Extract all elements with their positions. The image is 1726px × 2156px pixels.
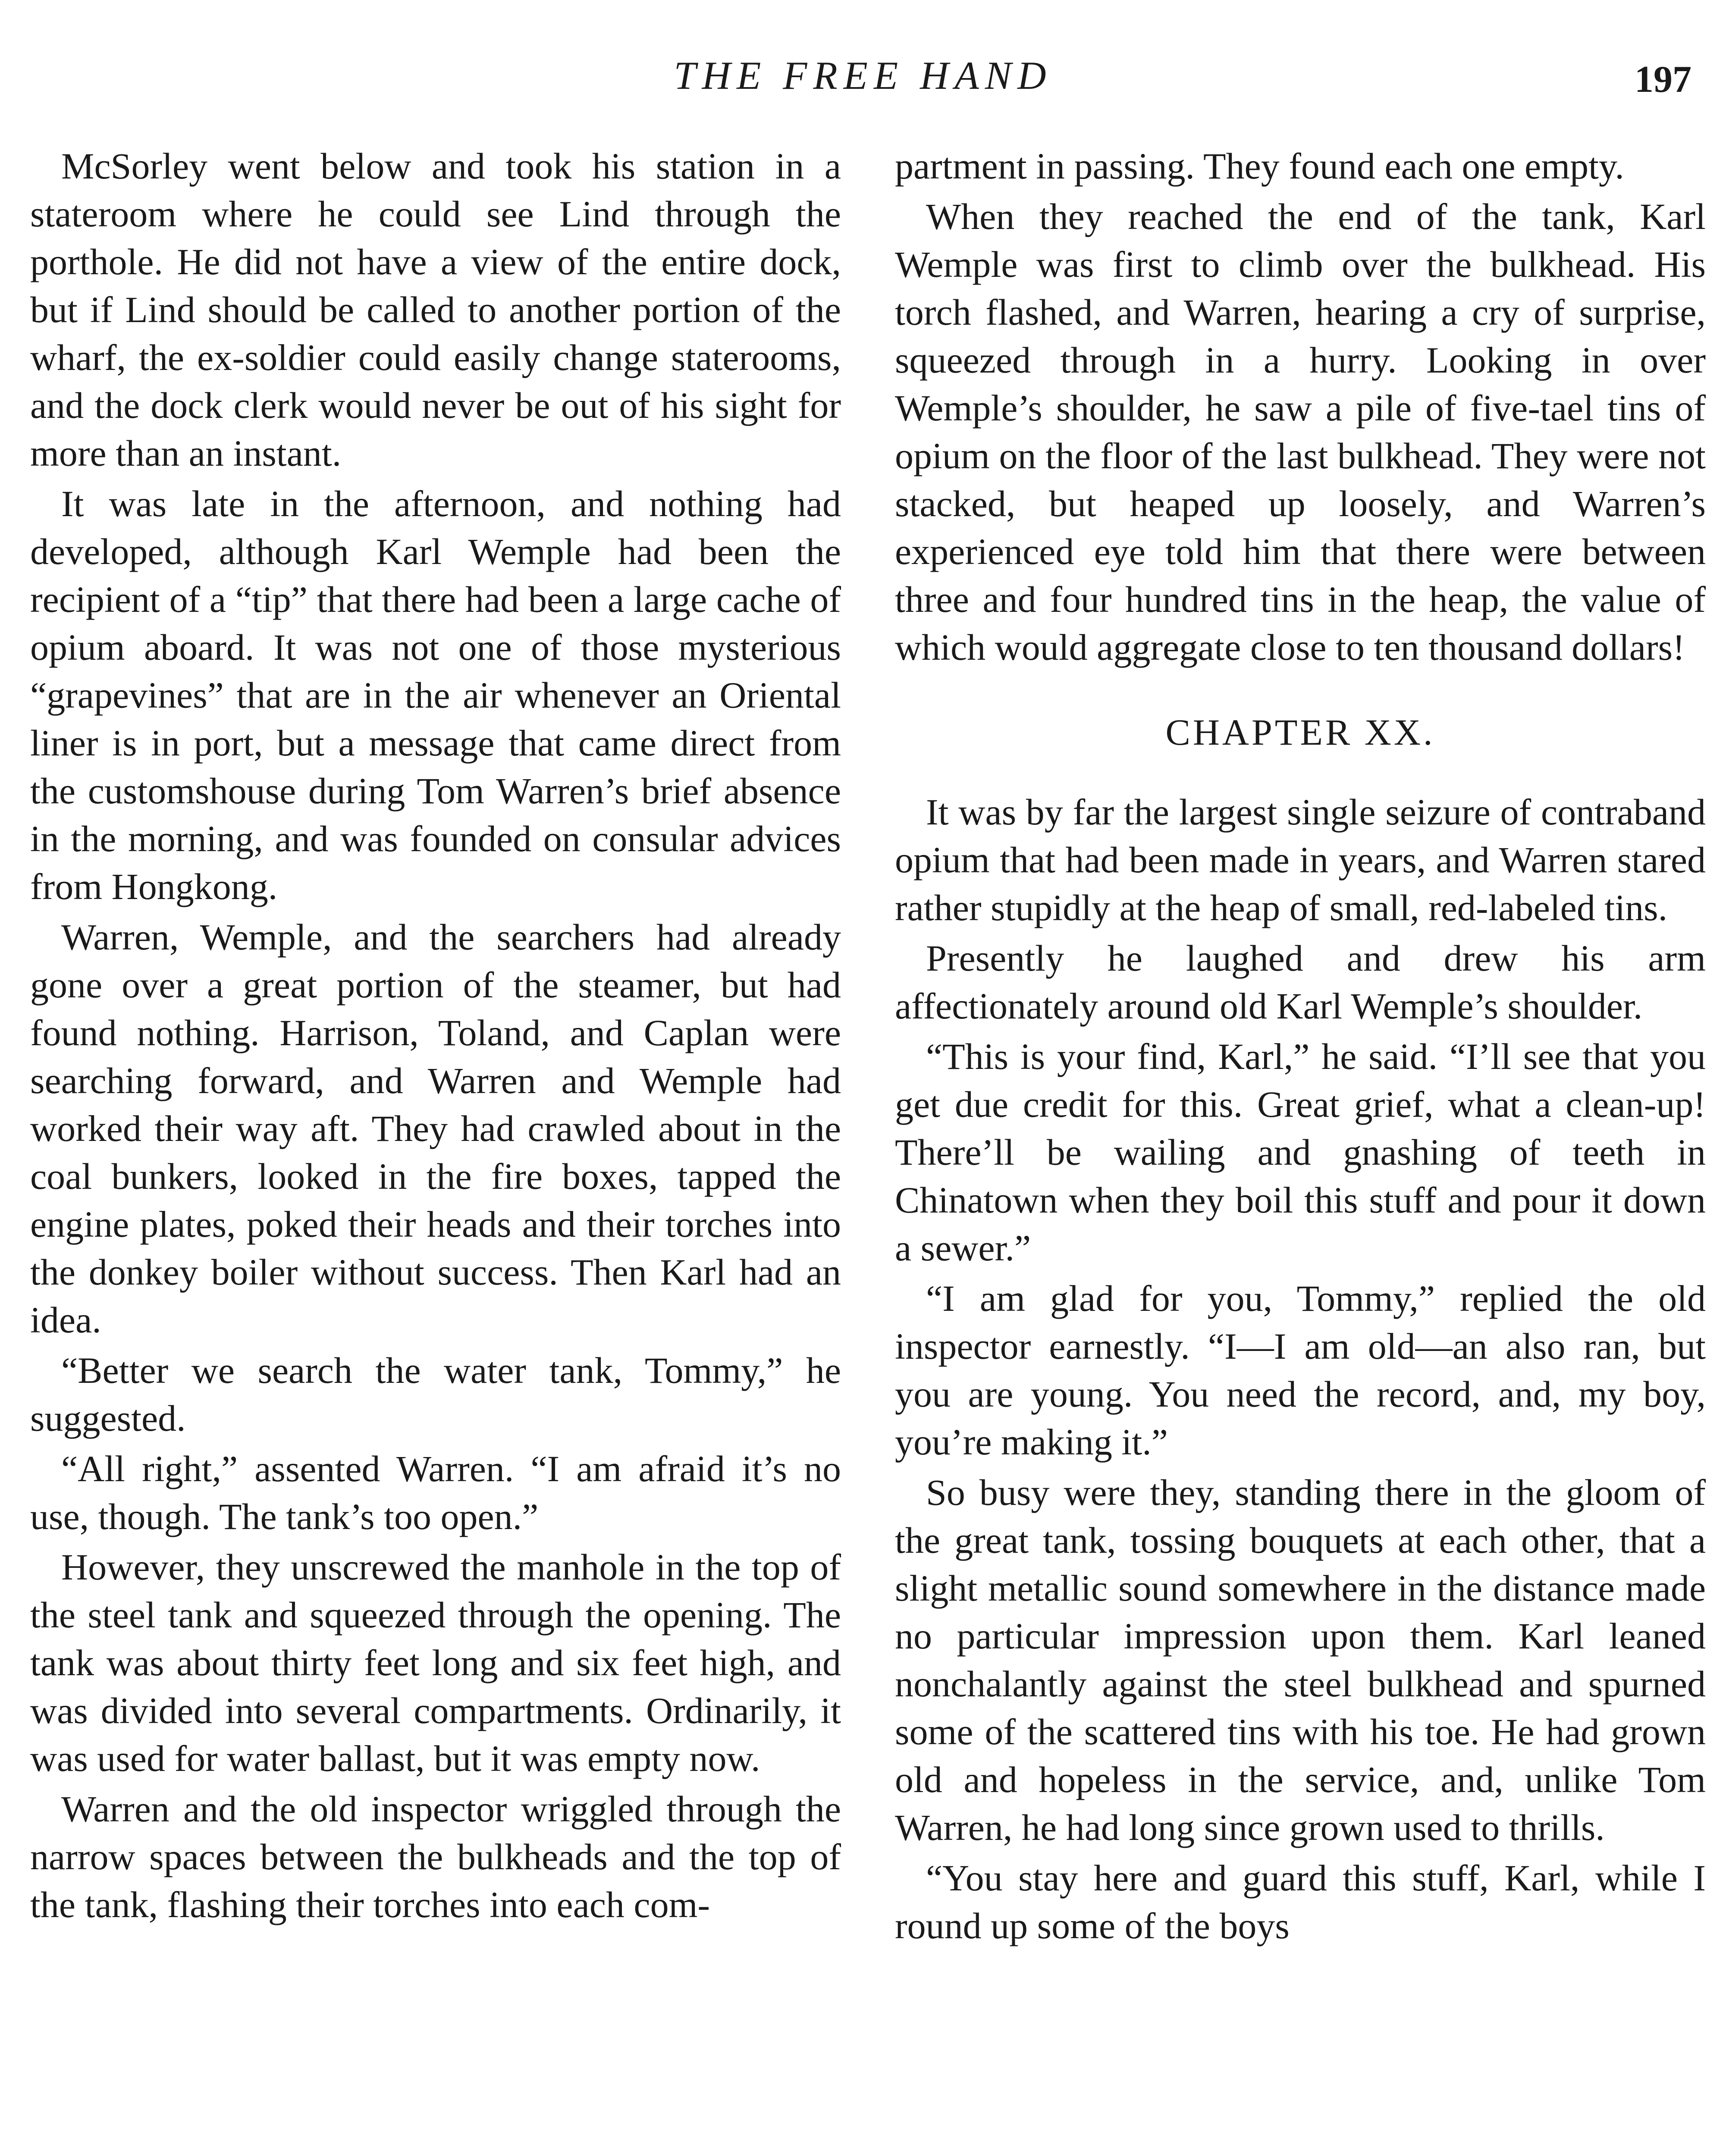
- paragraph: “All right,” assented Warren. “I am afraid it’s no use, though. The tank’s too open.”: [30, 1448, 841, 1537]
- paragraph: “Better we search the water tank, Tommy,” he suggested.: [30, 1350, 841, 1439]
- paragraph: “You stay here and guard this stuff, Karl, while I round up some of the boys: [895, 1857, 1706, 1946]
- running-head: [0, 52, 1726, 103]
- paragraph: It was late in the afternoon, and nothing had developed, although Karl Wemple had been the recipient of a “tip” that there had been a large cache of opium aboard. It was not one of those mysterious “grapevines” that are in the air whenever an Oriental liner is in port, but a message that came direct from the customshouse during Tom Warren’s brief absence in the morning, and was founded on consular advices from Hongkong.: [30, 483, 841, 907]
- paragraph: Warren, Wemple, and the searchers had already gone over a great portion of the steamer, but had found nothing. Harrison, Toland, and Caplan were searching forward, and Warren and Wemple had worked their way aft. They had crawled about in the coal bunkers, looked in the fire boxes, tapped the engine plates, poked their heads and their torches into the donkey boiler without success. Then Karl had an idea.: [30, 916, 841, 1341]
- left-column: [30, 142, 841, 1931]
- paragraph: “I am glad for you, Tommy,” replied the old inspector earnestly. “I—I am old—an also ran, but you are young. You need the record, and, my boy, you’re making it.”: [895, 1278, 1706, 1463]
- right-column: [895, 142, 1706, 1952]
- paragraph: So busy were they, standing there in the gloom of the great tank, tossing bouquets at each other, that a slight metallic sound somewhere in the distance made no particular impression upon them. Karl leaned nonchalantly against the steel bulkhead and spurned some of the scattered tins with his toe. He had grown old and hopeless in the service, and, unlike Tom Warren, he had long since grown used to thrills.: [895, 1472, 1706, 1848]
- continued-paragraph: partment in passing. They found each one empty.: [895, 145, 1624, 187]
- paragraph: Presently he laughed and drew his arm affectionately around old Karl Wemple’s shoulder.: [895, 937, 1706, 1027]
- page-number: 197: [1635, 59, 1691, 100]
- paragraph: McSorley went below and took his station in a stateroom where he could see Lind through the porthole. He did not have a view of the entire dock, but if Lind should be called to another portion of the wharf, the ex-soldier could easily change staterooms, and the dock clerk would never be out of his sight for more than an instant.: [30, 145, 841, 474]
- paragraph: However, they unscrewed the manhole in the top of the steel tank and squeezed through the opening. The tank was about thirty feet long and six feet high, and was divided into several compartments. Ordinarily, it was used for water ballast, but it was empty now.: [30, 1546, 841, 1779]
- paragraph: “This is your find, Karl,” he said. “I’ll see that you get due credit for this. Great grief, what a clean-up! There’ll be wailing and gnashing of teeth in Chinatown when they boil this stuff and pour it down a sewer.”: [895, 1036, 1706, 1269]
- paragraph: When they reached the end of the tank, Karl Wemple was first to climb over the bulkhead. His torch flashed, and Warren, hearing a cry of surprise, squeezed through in a hurry. Looking in over Wemple’s shoulder, he saw a pile of five-tael tins of opium on the floor of the last bulkhead. They were not stacked, but heaped up loosely, and Warren’s experienced eye told him that there were between three and four hundred tins in the heap, the value of which would aggregate close to ten thousand dollars!: [895, 196, 1706, 668]
- chapter-heading: CHAPTER XX.: [1165, 711, 1435, 753]
- running-title: THE FREE HAND: [674, 53, 1052, 97]
- paragraph: Warren and the old inspector wriggled through the narrow spaces between the bulkheads and the top of the tank, flashing their torches into each com-: [30, 1788, 841, 1925]
- paragraph: It was by far the largest single seizure of contraband opium that had been made in years, and Warren stared rather stupidly at the heap of small, red-labeled tins.: [895, 791, 1706, 928]
